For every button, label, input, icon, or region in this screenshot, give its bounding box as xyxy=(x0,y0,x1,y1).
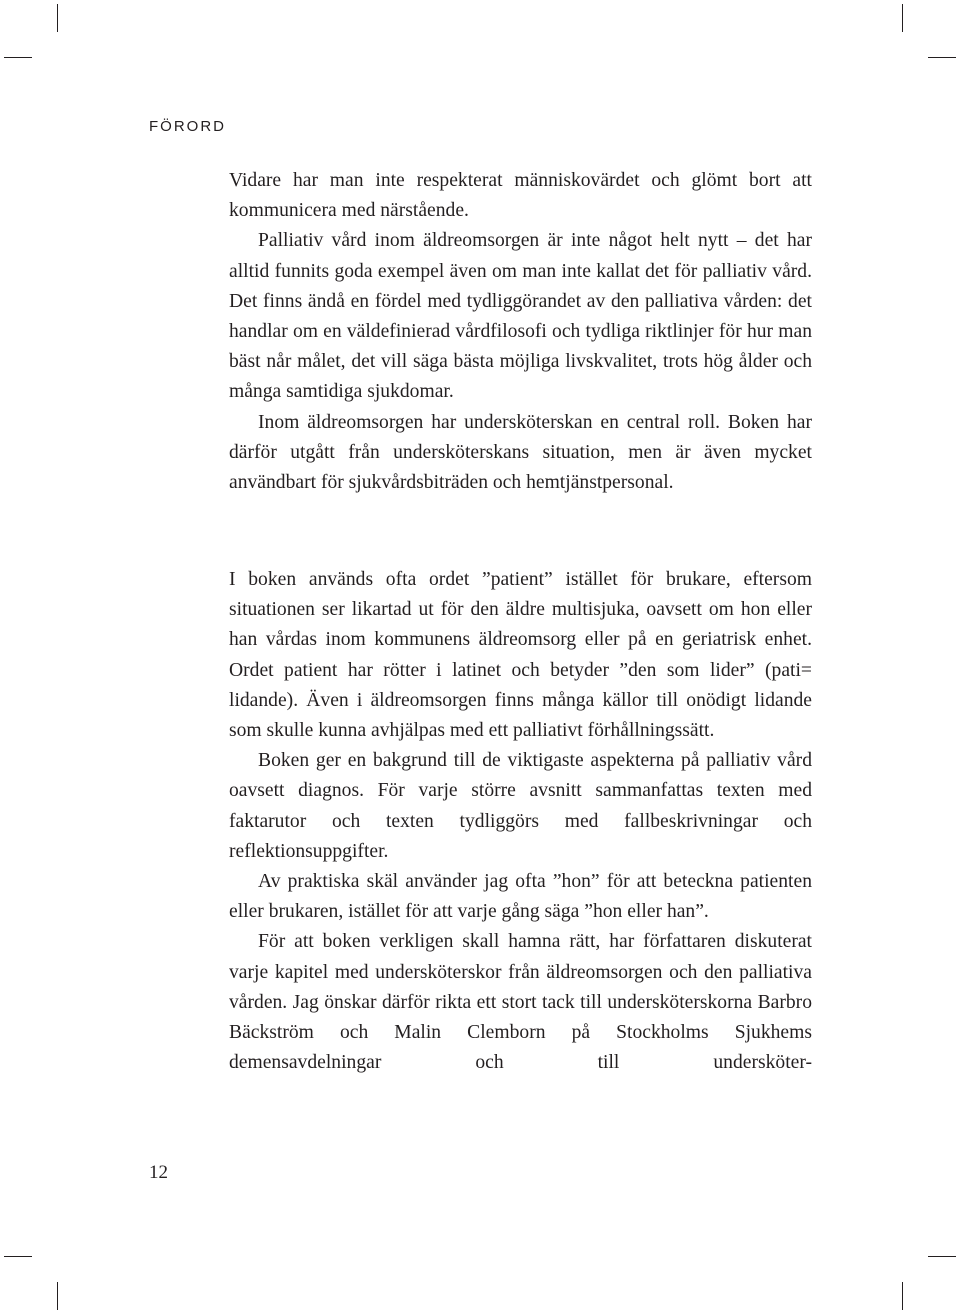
crop-mark-bottom-right-horizontal xyxy=(928,1256,956,1257)
paragraph: I boken används ofta ordet ”patient” istället för brukare, eftersom situationen ser likartad ut för den äldre multisjuka, oavsett om hon eller han vårdas inom kommunens äldreomsorg eller på en geriatrisk enhet. Ordet patient har rötter i latinet och betyder ”den som lider” (pati= lidande). Även i äldreomsorgen finns många källor till onödigt lidande som skulle kunna avhjälpas med ett palliativt förhållningssätt. xyxy=(229,569,812,742)
page-number: 12 xyxy=(149,1162,168,1183)
crop-mark-bottom-right-vertical xyxy=(902,1282,903,1310)
section-header: FÖRORD xyxy=(149,118,226,135)
paragraph: Palliativ vård inom äldreomsorgen är inte något helt nytt – det har alltid funnits goda exempel även om man inte kallat det för palliativ vård. Det finns ändå en fördel med tydliggörandet av den palliativa vården: det handlar om en väldefinierad vårdfilosofi och tydliga riktlinjer för hur man bäst når målet, det vill säga bästa möjliga livskvalitet, trots hög ålder och många samtidiga sjukdomar. xyxy=(229,230,812,403)
crop-mark-bottom-left-vertical xyxy=(57,1282,58,1310)
crop-mark-bottom-left-horizontal xyxy=(4,1256,32,1257)
paragraph: Inom äldreomsorgen har undersköterskan en central roll. Boken har därför utgått från undersköterskans situation, men är även mycket användbart för sjukvårdsbiträden och hemtjänstpersonal. xyxy=(229,411,812,494)
paragraph: För att boken verkligen skall hamna rätt, har författaren diskuterat varje kapitel med undersköterskor från äldreomsorgen och den palliativa vården. Jag önskar därför rikta ett stort tack till undersköterskorna Barbro Bäckström och Malin Clemborn på Stockholms Sjukhems demensavdelningar och till undersköter- xyxy=(229,931,812,1074)
text-block-1 xyxy=(229,166,812,498)
text-block-2 xyxy=(229,565,812,1078)
crop-mark-top-right-vertical xyxy=(902,4,903,32)
paragraph: Vidare har man inte respekterat människovärdet och glömt bort att kommunicera med närstående. xyxy=(229,170,812,222)
paragraph: Boken ger en bakgrund till de viktigaste aspekterna på palliativ vård oavsett diagnos. För varje större avsnitt sammanfattas texten med faktarutor och texten tydliggörs med fallbeskrivningar och reflektionsuppgifter. xyxy=(229,750,812,862)
crop-mark-top-left-vertical xyxy=(57,4,58,32)
crop-mark-top-left-horizontal xyxy=(4,57,32,58)
paragraph: Av praktiska skäl använder jag ofta ”hon” för att beteckna patienten eller brukaren, istället för att varje gång säga ”hon eller han”. xyxy=(229,871,812,923)
crop-mark-top-right-horizontal xyxy=(928,57,956,58)
